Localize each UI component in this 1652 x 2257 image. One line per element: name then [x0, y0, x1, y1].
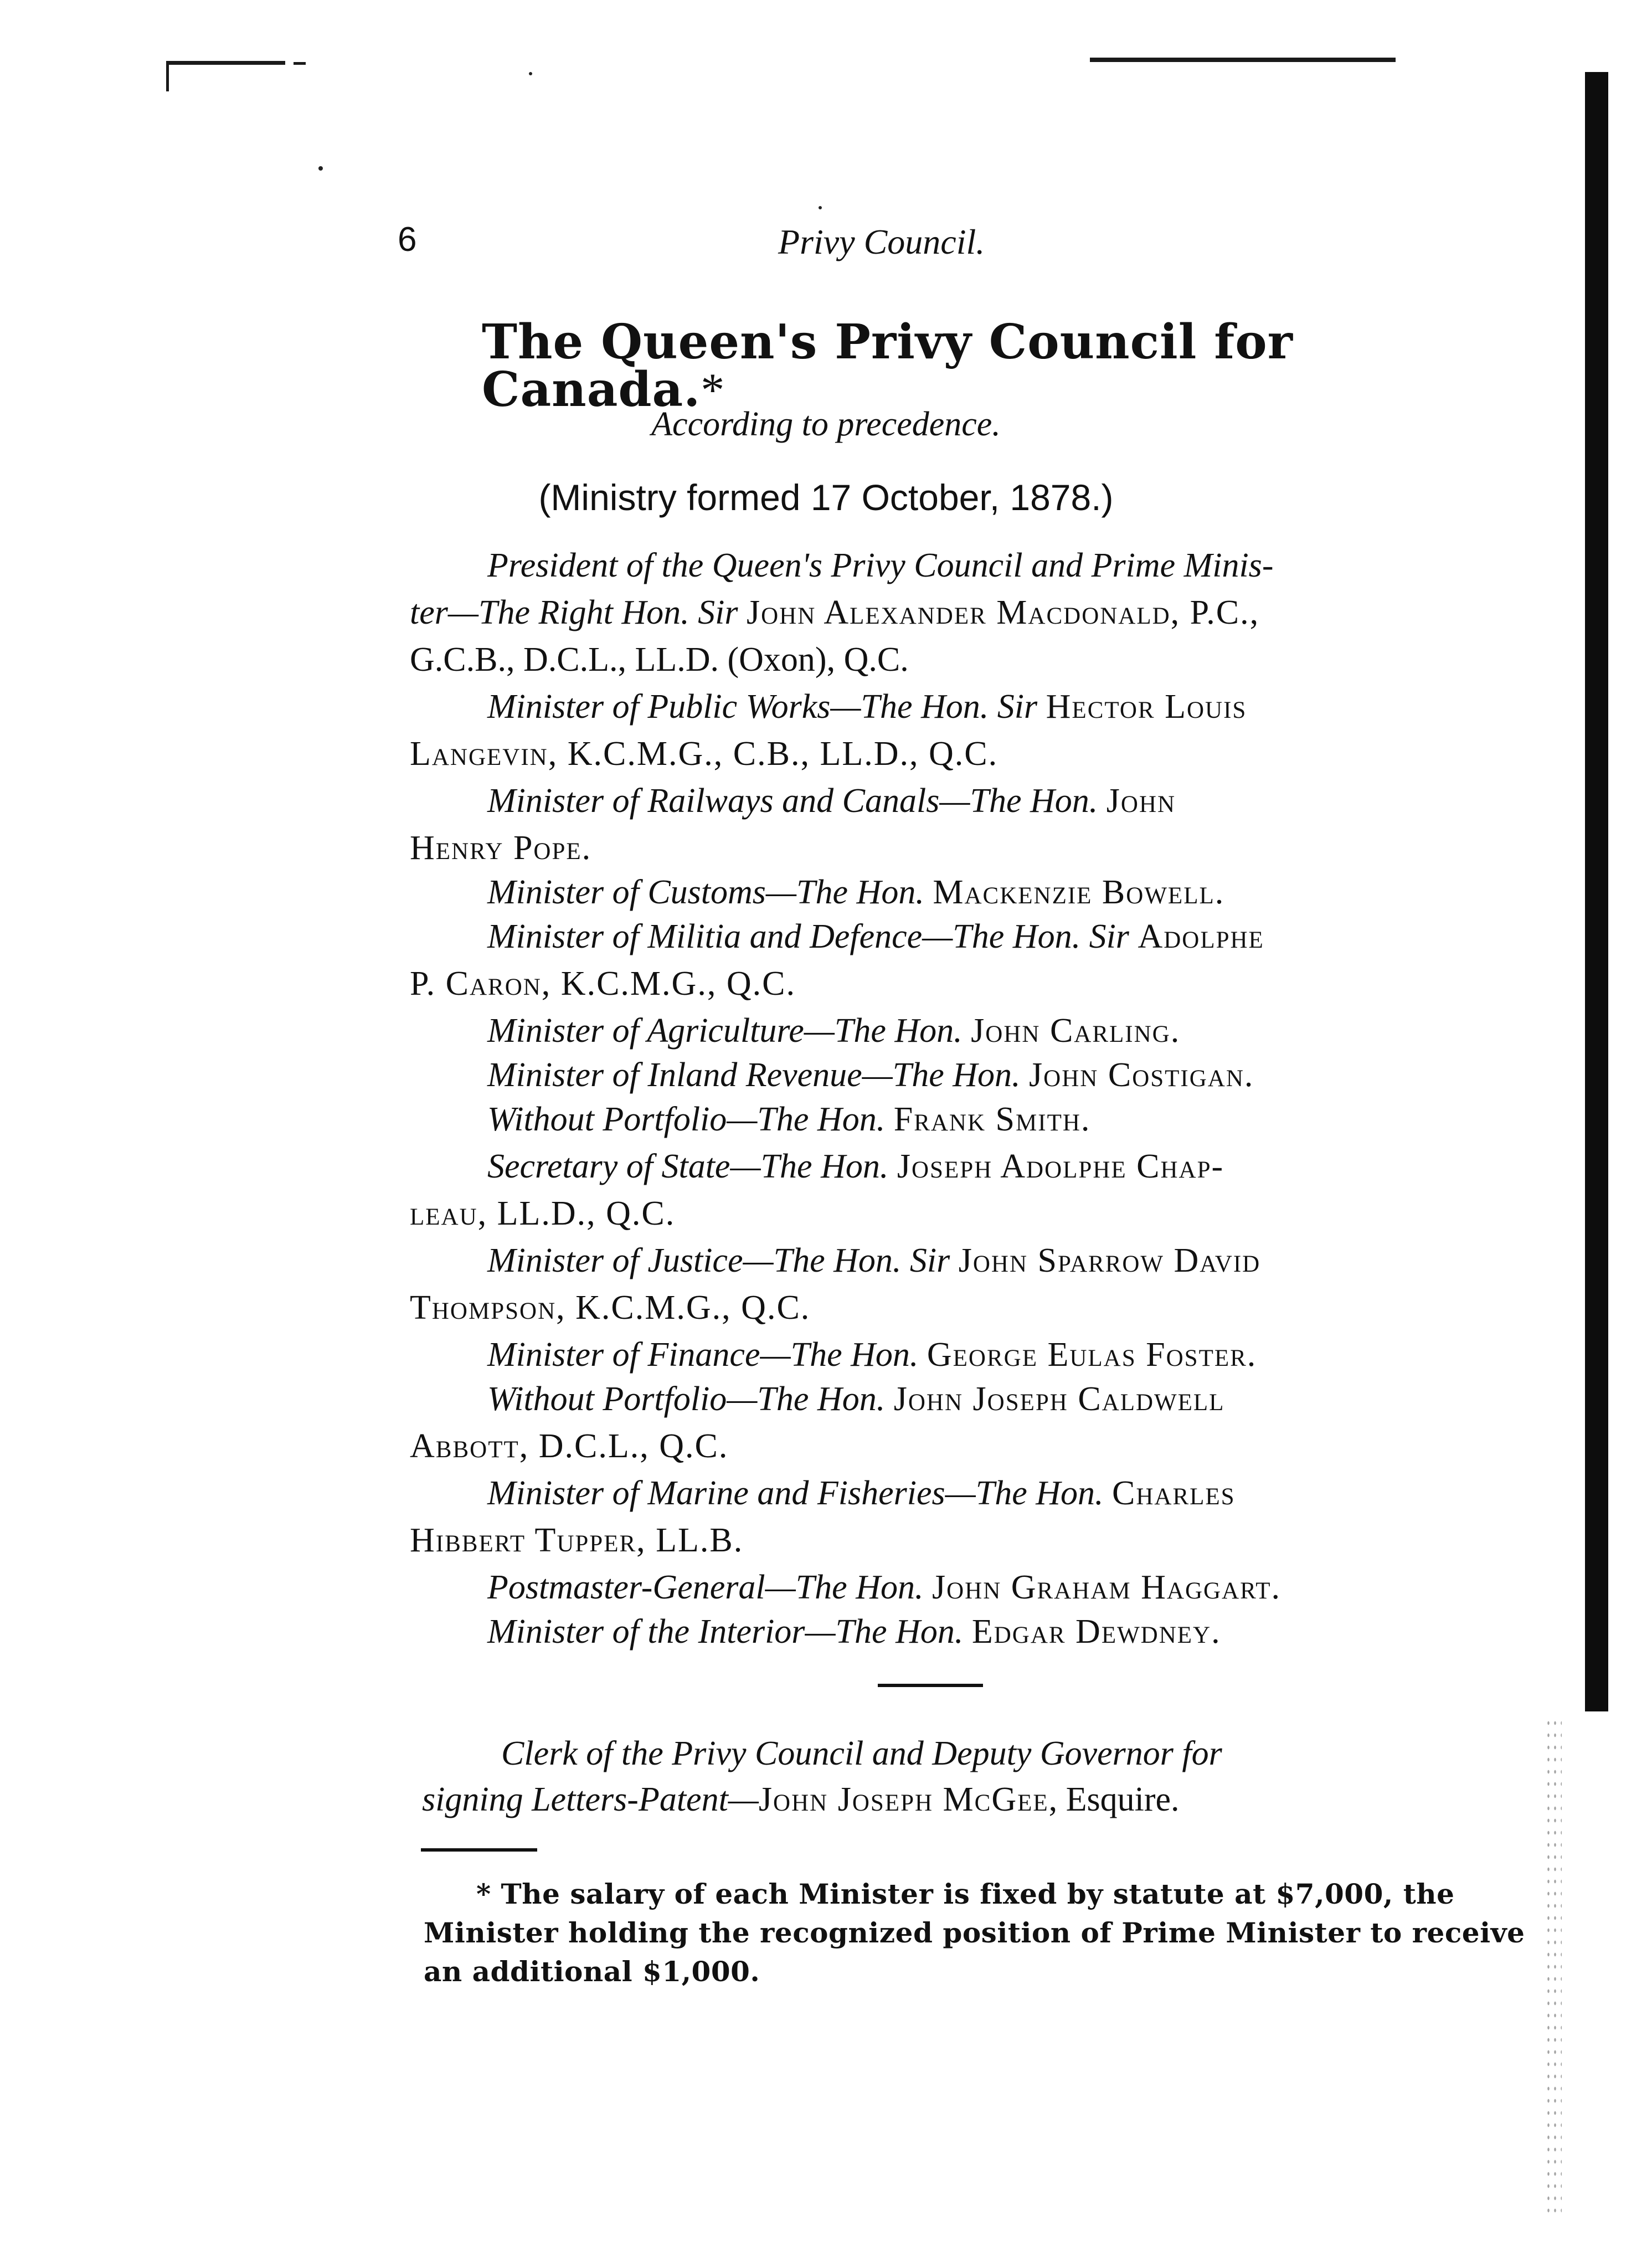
office: Without Portfolio—The Hon.	[487, 1101, 894, 1138]
footnote-line-2: Minister holding the recognized position of Prime Minister to receive	[424, 1916, 1525, 1949]
entry-line	[410, 1291, 810, 1325]
scan-rule-top-right	[1090, 58, 1396, 62]
binding-specks	[1545, 1717, 1562, 2215]
clerk-line-2	[422, 1782, 1180, 1817]
minister-name: Abbott, D.C.L., Q.C.	[410, 1427, 729, 1465]
entry-line	[487, 1476, 1236, 1510]
entry-line	[487, 1243, 1260, 1278]
clerk-line-1	[501, 1736, 1222, 1771]
scan-speck	[318, 166, 323, 171]
minister-name: Langevin, K.C.M.G., C.B., LL.D., Q.C.	[410, 735, 999, 773]
minister-name: Joseph Adolphe Chap-	[897, 1148, 1224, 1185]
office: Minister of Public Works—The Hon. Sir	[487, 688, 1046, 726]
office: Minister of Inland Revenue—The Hon.	[487, 1056, 1030, 1094]
running-head: Privy Council.	[778, 222, 985, 261]
footnote-line-3: an additional $1,000.	[424, 1955, 760, 1988]
scan-speck	[529, 72, 532, 75]
minister-name: Frank Smith.	[893, 1101, 1091, 1138]
entry-line	[410, 737, 998, 771]
title-text: The Queen's Privy Council for Canada.	[482, 314, 1293, 418]
minister-name: Hector Louis	[1046, 688, 1247, 726]
clerk-suffix: , Esquire.	[1048, 1781, 1180, 1818]
footnote-rule	[421, 1848, 537, 1852]
section-separator	[878, 1684, 983, 1687]
office: Minister of Agriculture—The Hon.	[487, 1012, 971, 1050]
minister-name: Charles	[1112, 1474, 1236, 1512]
clerk-name: John Joseph McGee	[758, 1781, 1049, 1818]
scan-rule-tick	[166, 61, 169, 91]
entry-line	[487, 784, 1176, 818]
entry-line	[487, 1338, 1257, 1372]
footnote-line-1: * The salary of each Minister is fixed by statute at $7,000, the	[476, 1878, 1455, 1910]
office: Postmaster-General—The Hon.	[487, 1569, 932, 1606]
entry-line	[410, 1429, 728, 1463]
clerk-office-cont: signing Letters-Patent—	[422, 1781, 759, 1818]
entry-line	[410, 642, 909, 677]
entry-line	[487, 1149, 1224, 1184]
entry-line	[487, 1570, 1281, 1605]
entry-line	[487, 919, 1264, 954]
office: Minister of Railways and Canals—The Hon.	[487, 782, 1107, 820]
minister-name: Edgar Dewdney.	[971, 1613, 1221, 1651]
minister-name: G.C.B., D.C.L., LL.D. (Oxon), Q.C.	[410, 641, 909, 678]
minister-name: John Graham Haggart.	[931, 1569, 1281, 1606]
office: Secretary of State—The Hon.	[487, 1148, 897, 1185]
binding-shadow	[1585, 72, 1608, 1711]
office: Minister of Militia and Defence—The Hon. Sir	[487, 918, 1138, 955]
minister-name: John Costigan.	[1029, 1056, 1254, 1094]
minister-name: Mackenzie Bowell.	[933, 873, 1225, 911]
entry-line	[487, 548, 1273, 583]
minister-name: George Eulas Foster.	[927, 1336, 1257, 1374]
minister-name: John Alexander Macdonald, P.C.,	[746, 594, 1260, 631]
ministry-note: (Ministry formed 17 October, 1878.)	[538, 477, 1114, 518]
minister-name: John Carling.	[971, 1012, 1181, 1050]
entry-line	[487, 1382, 1224, 1416]
entry-line	[487, 875, 1224, 909]
minister-name: Adolphe	[1138, 918, 1264, 955]
office: ter—The Right Hon. Sir	[410, 594, 747, 631]
office: Minister of Marine and Fisheries—The Hon.	[487, 1474, 1112, 1512]
minister-name: P. Caron, K.C.M.G., Q.C.	[410, 965, 796, 1002]
minister-name: John Joseph Caldwell	[893, 1380, 1225, 1418]
entry-line	[487, 1058, 1254, 1092]
office: Without Portfolio—The Hon.	[487, 1380, 894, 1418]
subtitle: According to precedence.	[651, 405, 1001, 443]
minister-name: Thompson, K.C.M.G., Q.C.	[410, 1289, 811, 1327]
clerk-office: Clerk of the Privy Council and Deputy Governor for	[501, 1735, 1222, 1772]
entry-line	[487, 1102, 1090, 1137]
scan-speck	[819, 206, 822, 209]
entry-line	[410, 1196, 675, 1231]
office: Minister of Customs—The Hon.	[487, 873, 933, 911]
entry-line	[410, 966, 796, 1001]
entry-line	[410, 831, 591, 865]
office: Minister of the Interior—The Hon.	[487, 1613, 972, 1651]
page-number: 6	[398, 220, 417, 259]
entry-line	[410, 595, 1259, 630]
scan-dash	[294, 62, 306, 65]
entry-line	[487, 1014, 1180, 1048]
minister-name: Henry Pope.	[410, 829, 592, 867]
minister-name: John	[1106, 782, 1176, 820]
title-footnote-mark: *	[701, 363, 725, 417]
scan-rule-top-left	[166, 61, 285, 65]
office: Minister of Justice—The Hon. Sir	[487, 1242, 959, 1279]
entry-line	[487, 1615, 1221, 1649]
entry-line	[487, 690, 1247, 724]
office: Minister of Finance—The Hon.	[487, 1336, 927, 1374]
minister-name: John Sparrow David	[958, 1242, 1261, 1279]
minister-name: leau, LL.D., Q.C.	[410, 1195, 676, 1232]
page-title	[482, 314, 1346, 418]
entry-line	[410, 1523, 743, 1557]
office: President of the Queen's Privy Council and Prime Minis-	[487, 547, 1274, 584]
minister-name: Hibbert Tupper, LL.B.	[410, 1521, 744, 1559]
